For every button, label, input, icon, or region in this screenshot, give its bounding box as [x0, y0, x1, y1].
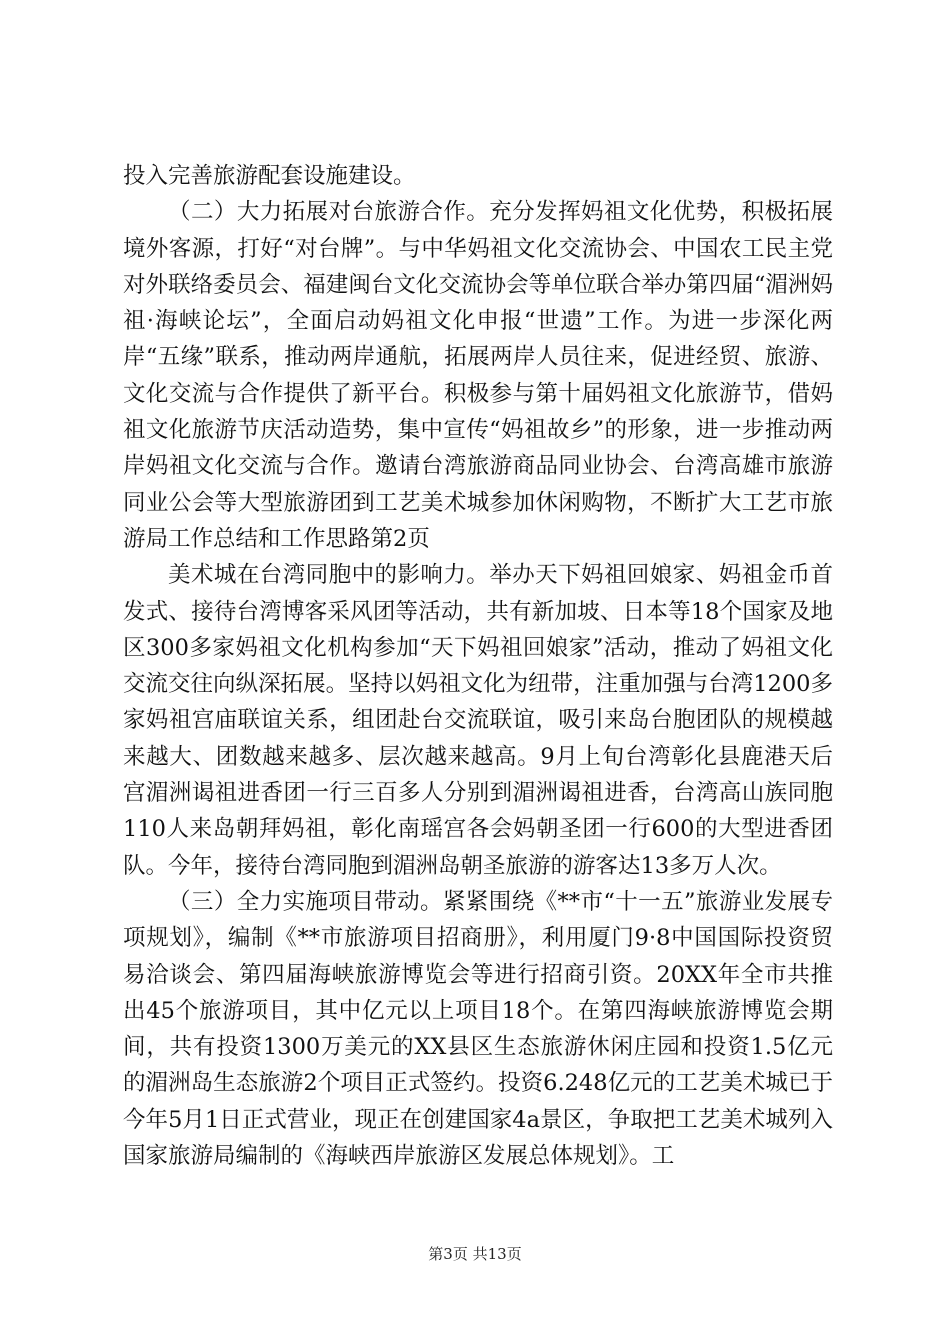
paragraph-project-driven: （三）全力实施项目带动。紧紧围绕《**市“十一五”旅游业发展专项规划》，编制《**市旅游项目招商册》，利用厦门9·8中国国际投资贸易洽谈会、第四届海峡旅游博览会等进行招商引资。20XX年全市共推出45个旅游项目，其中亿元以上项目18个。在第四海峡旅游博览会期间，共有投资1300万美元的XX县区生态旅游休闲庄园和投资1.5亿元的湄洲岛生态旅游2个项目正式签约。投资6.248亿元的工艺美术城已于今年5月1日正式营业，现正在创建国家4a景区，争取把工艺美术城列入国家旅游局编制的《海峡西岸旅游区发展总体规划》。工	[123, 888, 833, 1170]
document-body	[123, 158, 833, 1174]
paragraph-continuation: 投入完善旅游配套设施建设。	[123, 163, 416, 189]
paragraph-art-city-influence: 美术城在台湾同胞中的影响力。举办天下妈祖回娘家、妈祖金币首发式、接待台湾博客采风团等活动，共有新加坡、日本等18个国家及地区300多家妈祖文化机构参加“天下妈祖回娘家”活动，推动了妈祖文化交流交往向纵深拓展。坚持以妈祖文化为纽带，注重加强与台湾1200多家妈祖宫庙联谊关系，组团赴台交流联谊，吸引来岛台胞团队的规模越来越大、团数越来越多、层次越来越高。9月上旬台湾彰化县鹿港天后宫湄洲谒祖进香团一行三百多人分别到湄洲谒祖进香，台湾高山族同胞110人来岛朝拜妈祖，彰化南瑶宫各会妈朝圣团一行600的大型进香团队。今年，接待台湾同胞到湄洲岛朝圣旅游的游客达13多万人次。	[123, 562, 833, 879]
page-footer: 第3页 共13页	[428, 1245, 522, 1263]
paragraph-taiwan-tourism-cooperation: （二）大力拓展对台旅游合作。充分发挥妈祖文化优势，积极拓展境外客源，打好“对台牌”。与中华妈祖文化交流协会、中国农工民主党对外联络委员会、福建闽台文化交流协会等单位联合举办第四届“湄洲妈祖·海峡论坛”，全面启动妈祖文化申报“世遗”工作。为进一步深化两岸“五缘”联系，推动两岸通航，拓展两岸人员往来，促进经贸、旅游、文化交流与合作提供了新平台。积极参与第十届妈祖文化旅游节，借妈祖文化旅游节庆活动造势，集中宣传“妈祖故乡”的形象，进一步推动两岸妈祖文化交流与合作。邀请台湾旅游商品同业协会、台湾高雄市旅游同业公会等大型旅游团到工艺美术城参加休闲购物，不断扩大工艺市旅游局工作总结和工作思路第2页	[123, 199, 833, 552]
